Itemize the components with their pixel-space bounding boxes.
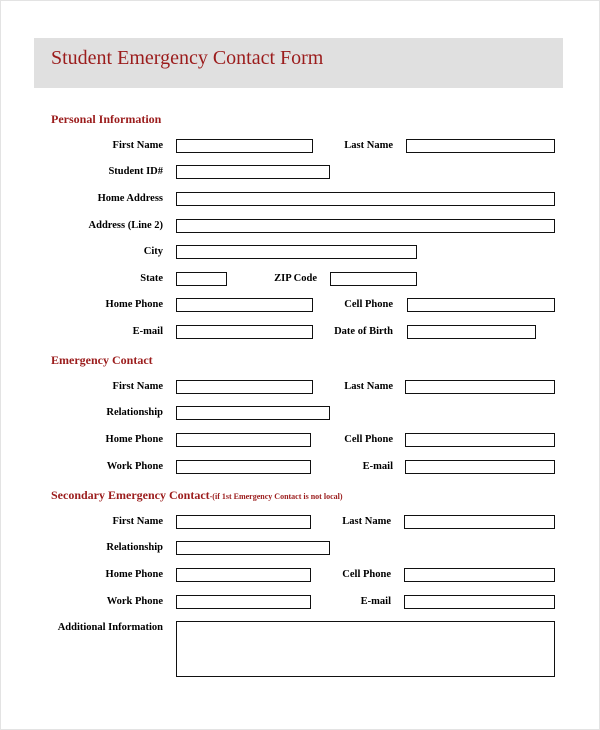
ec-home-phone-field[interactable] [176,433,311,447]
sc-cell-phone-label: Cell Phone [342,569,391,580]
ec-cell-phone-label: Cell Phone [344,434,393,445]
sc-relationship-field[interactable] [176,541,330,555]
address-line2-label: Address (Line 2) [88,220,163,231]
ec-email-label: E-mail [362,461,393,472]
date-of-birth-field[interactable] [407,325,536,339]
sc-last-name-label: Last Name [342,516,391,527]
home-address-label: Home Address [97,193,163,204]
personal-info-heading: Personal Information [51,112,162,126]
home-phone-label: Home Phone [105,299,163,310]
student-id-field[interactable] [176,165,330,179]
sc-email-field[interactable] [404,595,555,609]
zip-code-field[interactable] [330,272,417,286]
ec-first-name-label: First Name [112,381,163,392]
city-field[interactable] [176,245,417,259]
email-label: E-mail [132,326,163,337]
first-name-field[interactable] [176,139,313,153]
emergency-contact-heading: Emergency Contact [51,353,153,367]
additional-info-label: Additional Information [57,622,163,633]
ec-email-field[interactable] [405,460,555,474]
email-field[interactable] [176,325,313,339]
ec-first-name-field[interactable] [176,380,313,394]
last-name-field[interactable] [406,139,555,153]
state-field[interactable] [176,272,227,286]
ec-work-phone-field[interactable] [176,460,311,474]
home-phone-field[interactable] [176,298,313,312]
last-name-label: Last Name [344,140,393,151]
ec-relationship-label: Relationship [106,407,163,418]
additional-info-textarea[interactable] [176,621,555,677]
sc-home-phone-field[interactable] [176,568,311,582]
state-label: State [140,273,163,284]
ec-relationship-field[interactable] [176,406,330,420]
sc-email-label: E-mail [360,596,391,607]
secondary-contact-heading [51,488,343,503]
sc-first-name-label: First Name [112,516,163,527]
city-label: City [143,246,163,257]
first-name-label: First Name [112,140,163,151]
sc-cell-phone-field[interactable] [404,568,555,582]
secondary-contact-note: -(if 1st Emergency Contact is not local) [209,492,343,501]
secondary-contact-title: Secondary Emergency Contact [51,488,210,502]
ec-work-phone-label: Work Phone [106,461,163,472]
sc-relationship-label: Relationship [106,542,163,553]
home-address-field[interactable] [176,192,555,206]
cell-phone-label: Cell Phone [344,299,393,310]
sc-work-phone-label: Work Phone [106,596,163,607]
form-title: Student Emergency Contact Form [51,47,324,69]
cell-phone-field[interactable] [407,298,555,312]
ec-home-phone-label: Home Phone [105,434,163,445]
sc-first-name-field[interactable] [176,515,311,529]
zip-code-label: ZIP Code [274,273,317,284]
date-of-birth-label: Date of Birth [334,326,393,337]
ec-cell-phone-field[interactable] [405,433,555,447]
ec-last-name-label: Last Name [344,381,393,392]
address-line2-field[interactable] [176,219,555,233]
ec-last-name-field[interactable] [405,380,555,394]
student-id-label: Student ID# [108,166,163,177]
sc-work-phone-field[interactable] [176,595,311,609]
sc-last-name-field[interactable] [404,515,555,529]
sc-home-phone-label: Home Phone [105,569,163,580]
